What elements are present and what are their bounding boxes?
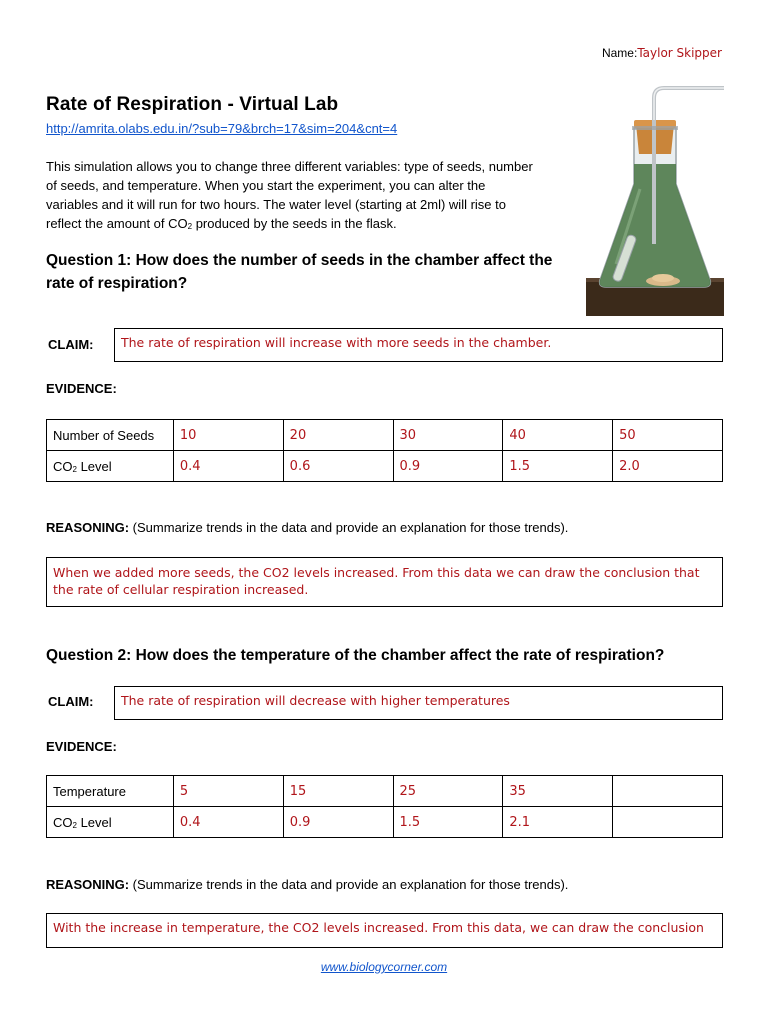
claim-1-answer: The rate of respiration will increase with more seeds in the chamber. — [114, 328, 723, 362]
temperature-cell — [613, 776, 723, 807]
temperature-cell: 25 — [393, 776, 503, 807]
co2-cell: 0.6 — [283, 451, 393, 482]
evidence-2-label: EVIDENCE: — [46, 739, 117, 754]
student-name-line — [602, 46, 722, 60]
evidence-1-label: EVIDENCE: — [46, 381, 117, 396]
intro-line-2: of seeds, and temperature. When you start the experiment, you can alter the — [46, 178, 486, 193]
seeds-cell: 40 — [503, 420, 613, 451]
level-label: Level — [76, 814, 112, 830]
reasoning-1-prompt: (Summarize trends in the data and provide an explanation for those trends). — [129, 520, 569, 535]
lab-link[interactable]: http://amrita.olabs.edu.in/?sub=79&brch=17&sim=204&cnt=4 — [46, 121, 398, 136]
co2-cell: 0.4 — [173, 451, 283, 482]
row-header-co2-level — [47, 807, 174, 838]
intro-line-4-end: produced by the seeds in the flask. — [192, 216, 397, 231]
co2-label: CO — [53, 458, 73, 474]
intro-line-3: variables and it will run for two hours. The water level (starting at 2ml) will rise to — [46, 197, 506, 212]
temperature-cell: 35 — [503, 776, 613, 807]
intro-line-4 — [46, 214, 586, 236]
co2-cell: 2.0 — [613, 451, 723, 482]
level-label: Level — [76, 458, 112, 474]
reasoning-2-title: REASONING: — [46, 877, 130, 892]
row-header-co2-level — [47, 451, 174, 482]
reasoning-1-title: REASONING: — [46, 520, 130, 535]
co2-label: CO — [53, 814, 73, 830]
reasoning-1-answer: When we added more seeds, the CO2 levels increased. From this data we can draw the conclusion that the rate of cellular respiration increased. — [46, 557, 723, 607]
table-row — [47, 776, 723, 807]
tube-through-cork — [652, 120, 656, 244]
evidence-2-table — [46, 775, 723, 838]
flask-rim — [632, 126, 678, 130]
claim-2-answer: The rate of respiration will decrease with higher temperatures — [114, 686, 723, 720]
co2-cell: 2.1 — [503, 807, 613, 838]
seeds-cell: 20 — [283, 420, 393, 451]
intro-paragraph — [46, 157, 586, 236]
temperature-cell: 15 — [283, 776, 393, 807]
intro-line-4-start: reflect the amount of CO — [46, 216, 188, 231]
footer-link[interactable]: www.biologycorner.com — [320, 960, 448, 974]
name-value: Taylor Skipper — [637, 46, 722, 60]
co2-cell: 0.9 — [283, 807, 393, 838]
erlenmeyer-flask-illustration — [586, 84, 724, 316]
evidence-1-table — [46, 419, 723, 482]
row-header-temperature: Temperature — [47, 776, 174, 807]
co2-cell: 1.5 — [503, 451, 613, 482]
table-row — [47, 807, 723, 838]
question-1: Question 1: How does the number of seeds in the chamber affect the rate of respiration? — [46, 252, 553, 292]
claim-1-label: CLAIM: — [48, 337, 94, 352]
co2-cell: 0.4 — [173, 807, 283, 838]
temperature-cell: 5 — [173, 776, 283, 807]
table-row — [47, 451, 723, 482]
name-label: Name: — [601, 46, 638, 60]
co2-cell: 1.5 — [393, 807, 503, 838]
co2-subscript: 2 — [72, 464, 77, 474]
intro-line-1: This simulation allows you to change three different variables: type of seeds, number — [46, 159, 533, 174]
seeds-cell: 30 — [393, 420, 503, 451]
page-title: Rate of Respiration - Virtual Lab — [46, 94, 339, 115]
co2-cell: 0.9 — [393, 451, 503, 482]
question-2: Question 2: How does the temperature of the chamber affect the rate of respiration? — [46, 647, 665, 664]
co2-cell — [613, 807, 723, 838]
reasoning-2-prompt: (Summarize trends in the data and provide an explanation for those trends). — [129, 877, 569, 892]
reasoning-1-label — [46, 520, 568, 535]
co2-subscript: 2 — [72, 820, 77, 830]
seeds-cell: 50 — [613, 420, 723, 451]
table-row — [47, 420, 723, 451]
reasoning-2-answer: With the increase in temperature, the CO2 levels increased. From this data, we can draw the conclusion — [46, 913, 723, 948]
claim-2-label: CLAIM: — [48, 694, 94, 709]
co2-subscript: 2 — [187, 222, 193, 231]
seeds-pile-top — [652, 274, 674, 282]
reasoning-2-label — [46, 877, 568, 892]
seeds-cell: 10 — [173, 420, 283, 451]
row-header-number-of-seeds: Number of Seeds — [47, 420, 174, 451]
